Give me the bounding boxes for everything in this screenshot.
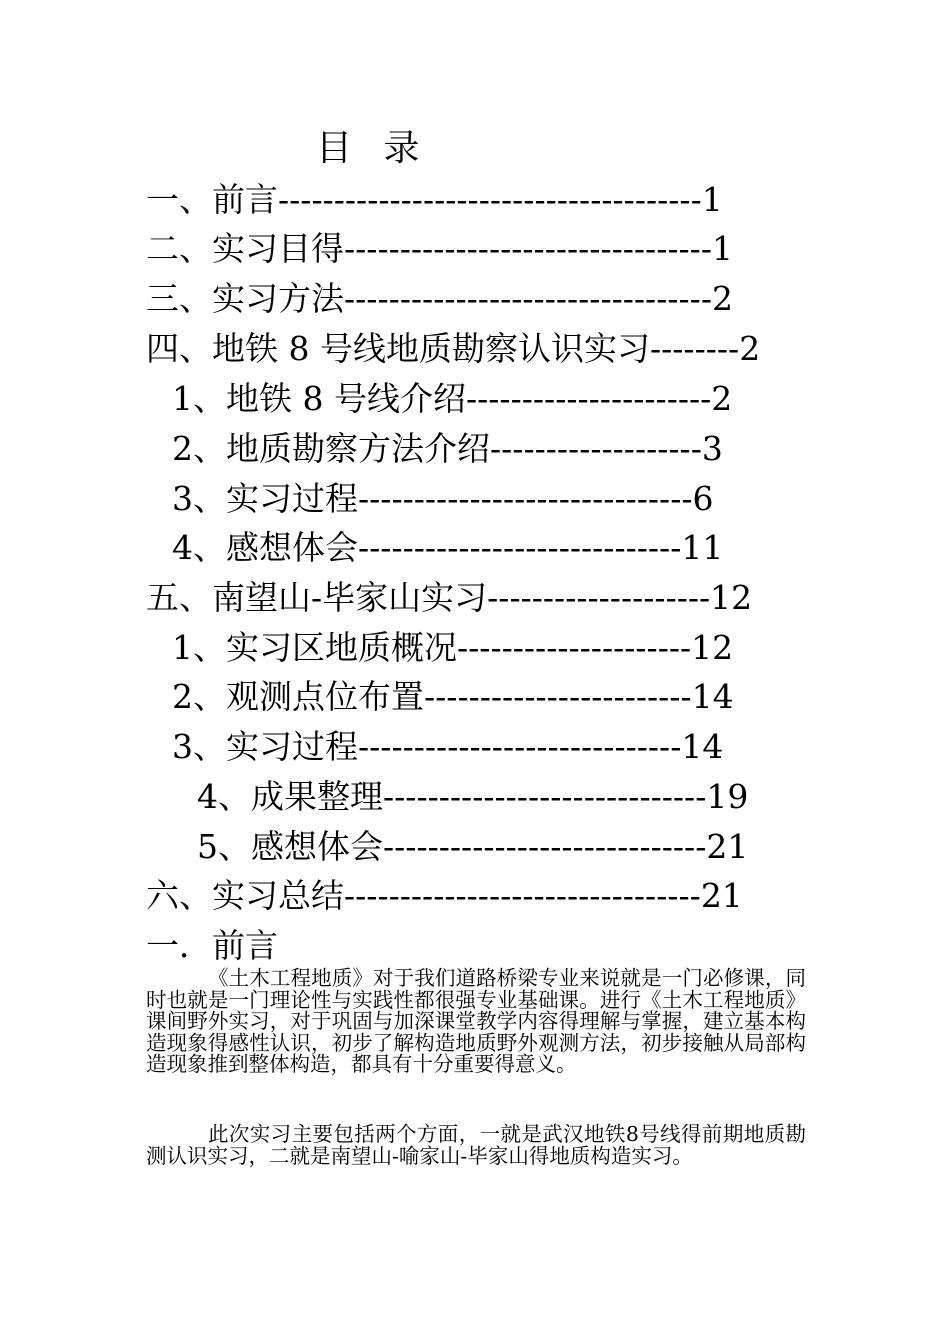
toc-entry-leader: --------------------------------------: [278, 180, 702, 219]
toc-entry-page: 2: [711, 379, 733, 418]
toc-entry-page: 1: [711, 229, 733, 268]
toc-entry-leader: ------------------------------: [358, 479, 693, 518]
toc-entry-leader: --------: [649, 329, 740, 368]
section-heading-preface: 一．前言: [146, 926, 278, 965]
toc-entry[interactable]: [146, 180, 791, 220]
toc-entry-page: 11: [681, 528, 724, 567]
toc-entry[interactable]: [146, 329, 791, 369]
toc-entry-leader: ---------------------------------: [344, 229, 712, 268]
toc-entry-label: 4、成果整理: [197, 777, 383, 816]
toc-entry-page: 1: [701, 180, 723, 219]
toc-entry-label: 三、实习方法: [146, 279, 344, 318]
toc-entry-page: 21: [706, 827, 749, 866]
toc-entry-page: 19: [706, 777, 749, 816]
toc-entry-label: 4、感想体会: [172, 528, 358, 567]
toc-entry-leader: ------------------------: [424, 677, 692, 716]
toc-entry-page: 2: [739, 329, 761, 368]
toc-entry-leader: ---------------------------------: [344, 279, 712, 318]
toc-entry-leader: -----------------------------: [383, 827, 707, 866]
toc-entry-leader: ----------------------: [465, 379, 712, 418]
toc-entry[interactable]: [197, 827, 797, 867]
toc-entry-label: 二、实习目得: [146, 229, 344, 268]
toc-entry-page: 21: [700, 876, 743, 915]
toc-entry-page: 14: [681, 727, 724, 766]
body-paragraph: 《土木工程地质》对于我们道路桥梁专业来说就是一门必修课，同时也就是一门理论性与实践性都很强专业基础课。进行《土木工程地质》课间野外实习，对于巩固与加深课堂教学内容得理解与掌握，建立基本构造现象得感性认识，初步了解构造地质野外观测方法，初步接触从局部构造现象推到整体构造，都具有十分重要得意义。: [146, 966, 806, 1076]
toc-entry-label: 五、南望山-毕家山实习: [146, 578, 488, 617]
toc-entry-label: 2、观测点位布置: [172, 677, 424, 716]
toc-entry-page: 6: [692, 479, 714, 518]
toc-entry[interactable]: [146, 229, 791, 269]
toc-entry[interactable]: [172, 429, 772, 469]
toc-entry[interactable]: [172, 528, 772, 568]
toc-entry-leader: -----------------------------: [383, 777, 707, 816]
toc-entry-label: 四、地铁 8 号线地质勘察认识实习: [146, 329, 650, 368]
toc-entry-page: 2: [711, 279, 733, 318]
toc-entry-label: 1、地铁 8 号线介绍: [172, 379, 466, 418]
toc-entry-leader: --------------------: [487, 578, 711, 617]
toc-entry-page: 12: [691, 628, 734, 667]
toc-entry-label: 一、前言: [146, 180, 278, 219]
toc-title: 目 录: [316, 128, 430, 169]
toc-entry[interactable]: [146, 876, 791, 916]
toc-entry-label: 5、感想体会: [197, 827, 383, 866]
toc-entry[interactable]: [172, 677, 772, 717]
toc-entry[interactable]: [146, 578, 791, 618]
toc-entry-label: 六、实习总结: [146, 876, 344, 915]
toc-entry-leader: --------------------------------: [344, 876, 701, 915]
toc-entry-label: 3、实习过程: [172, 479, 358, 518]
toc-entry[interactable]: [172, 628, 772, 668]
toc-entry-leader: -------------------: [490, 429, 702, 468]
toc-entry[interactable]: [146, 279, 791, 319]
toc-entry[interactable]: [172, 727, 772, 767]
toc-entry-label: 1、实习区地质概况: [172, 628, 457, 667]
toc-entry-leader: -----------------------------: [358, 528, 682, 567]
toc-entry[interactable]: [197, 777, 797, 817]
toc-entry-leader: ---------------------: [457, 628, 692, 667]
toc-entry-label: 3、实习过程: [172, 727, 358, 766]
toc-entry[interactable]: [172, 479, 772, 519]
toc-entry-page: 12: [710, 578, 753, 617]
toc-entry-page: 14: [691, 677, 734, 716]
body-paragraph: 此次实习主要包括两个方面，一就是武汉地铁8号线得前期地质勘测认识实习，二就是南望山-喻家山-毕家山得地质构造实习。: [146, 1122, 806, 1168]
toc-entry-leader: -----------------------------: [358, 727, 682, 766]
toc-entry[interactable]: [172, 379, 772, 419]
toc-entry-label: 2、地质勘察方法介绍: [172, 429, 490, 468]
toc-entry-page: 3: [701, 429, 723, 468]
